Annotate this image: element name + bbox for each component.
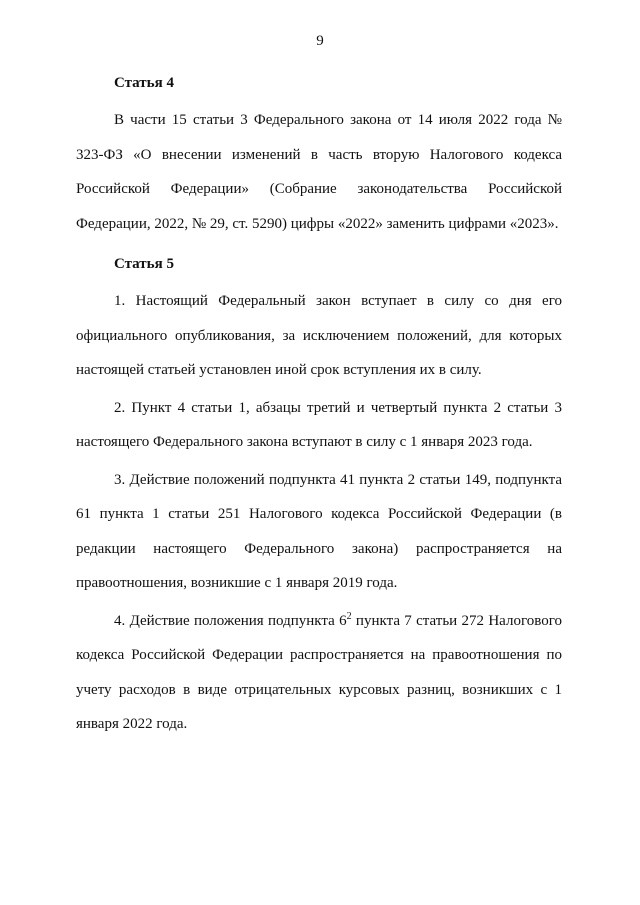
article-4-heading: Статья 4	[114, 75, 174, 91]
paragraph-4-text-end: пункта 7 статьи 272 Налогового кодекса Российской Федерации распространяется на правоотношения по учету расходов в виде отрицательных курсовых разниц, возникших с 1 января 2022 года.	[76, 612, 562, 732]
article-5-heading: Статья 5	[114, 256, 174, 272]
paragraph-4-text-start: 4. Действие положения подпункта 6	[114, 612, 347, 629]
page-number: 9	[316, 33, 324, 49]
article-5-paragraph-3: 3. Действие положений подпункта 41 пункта 2 статьи 149, подпункта 61 пункта 1 статьи 251 Налогового кодекса Российской Федерации (в редакции настоящего Федерального закона) распространяется на правоотношения, возникшие с 1 января 2019 года.	[76, 471, 562, 591]
article-5-paragraph-4	[76, 604, 562, 742]
article-5-paragraph-2: 2. Пункт 4 статьи 1, абзацы третий и четвертый пункта 2 статьи 3 настоящего Федерального закона вступают в силу с 1 января 2023 года.	[76, 399, 562, 450]
superscript-2: 2	[346, 610, 352, 622]
document-body	[76, 66, 562, 742]
article-5-paragraph-1: 1. Настоящий Федеральный закон вступает в силу со дня его официального опубликования, за исключением положений, для которых настоящей статьей установлен иной срок вступления их в силу.	[76, 293, 562, 378]
article-4-text: В части 15 статьи 3 Федерального закона от 14 июля 2022 года № 323-ФЗ «О внесении изменений в часть вторую Налогового кодекса Российской Федерации» (Собрание законодательства Российской Федерации, 2022, № 29, ст. 5290) цифры «2022» заменить цифрами «2023».	[76, 112, 562, 232]
